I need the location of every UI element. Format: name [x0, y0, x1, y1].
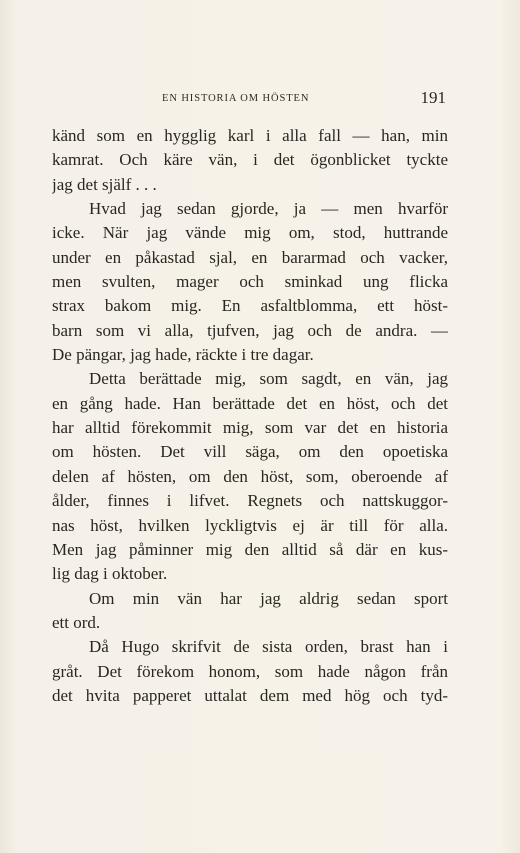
- page-header: [52, 90, 448, 110]
- text-line: De pängar, jag hade, räckte i tre dagar.: [52, 345, 314, 365]
- text-line: lig dag i oktober.: [52, 564, 168, 584]
- text-line: barn som vi alla, tjufven, jag och de andra. —: [52, 320, 448, 340]
- text-line: känd som en hygglig karl i alla fall — han, min: [52, 126, 448, 145]
- text-line: gråt. Det förekom honom, som hade någon från: [52, 661, 448, 681]
- text-line: ett ord.: [52, 612, 101, 632]
- text-line: Då Hugo skrifvit de sista orden, brast han i: [89, 637, 448, 657]
- text-line: nas höst, hvilken lyckligtvis ej är till för alla.: [52, 515, 448, 535]
- page-number: 191: [420, 88, 446, 107]
- text-line: icke. När jag vände mig om, stod, huttrande: [52, 223, 448, 243]
- text-line: en gång hade. Han berättade det en höst, och det: [52, 393, 448, 413]
- text-line: kamrat. Och käre vän, i det ögonblicket tyckte: [52, 150, 448, 170]
- text-line: om hösten. Det vill säga, om den opoetiska: [52, 442, 448, 462]
- text-line: delen af hösten, om den höst, som, oberoende af: [52, 466, 448, 486]
- text-line: Hvad jag sedan gjorde, ja — men hvarför: [89, 199, 448, 219]
- running-title: EN HISTORIA OM HÖSTEN: [162, 93, 310, 104]
- text-line: Om min vän har jag aldrig sedan sport: [89, 588, 448, 608]
- text-line: det hvita papperet uttalat dem med hög och tyd-: [52, 685, 448, 705]
- text-line: ålder, finnes i lifvet. Regnets och nattskuggor-: [52, 491, 448, 511]
- text-line: under en påkastad sjal, en bararmad och vacker,: [52, 247, 448, 267]
- text-line: jag det själf . . .: [52, 174, 157, 194]
- text-line: har alltid förekommit mig, som var det en historia: [52, 418, 448, 438]
- text-line: men svulten, mager och sminkad ung flicka: [52, 272, 448, 292]
- text-line: Detta berättade mig, som sagdt, en vän, jag: [89, 369, 448, 389]
- text-line: Men jag påminner mig den alltid så där en kus-: [52, 539, 448, 559]
- body-text: [52, 124, 448, 708]
- text-line: strax bakom mig. En asfaltblomma, ett höst-: [52, 296, 448, 316]
